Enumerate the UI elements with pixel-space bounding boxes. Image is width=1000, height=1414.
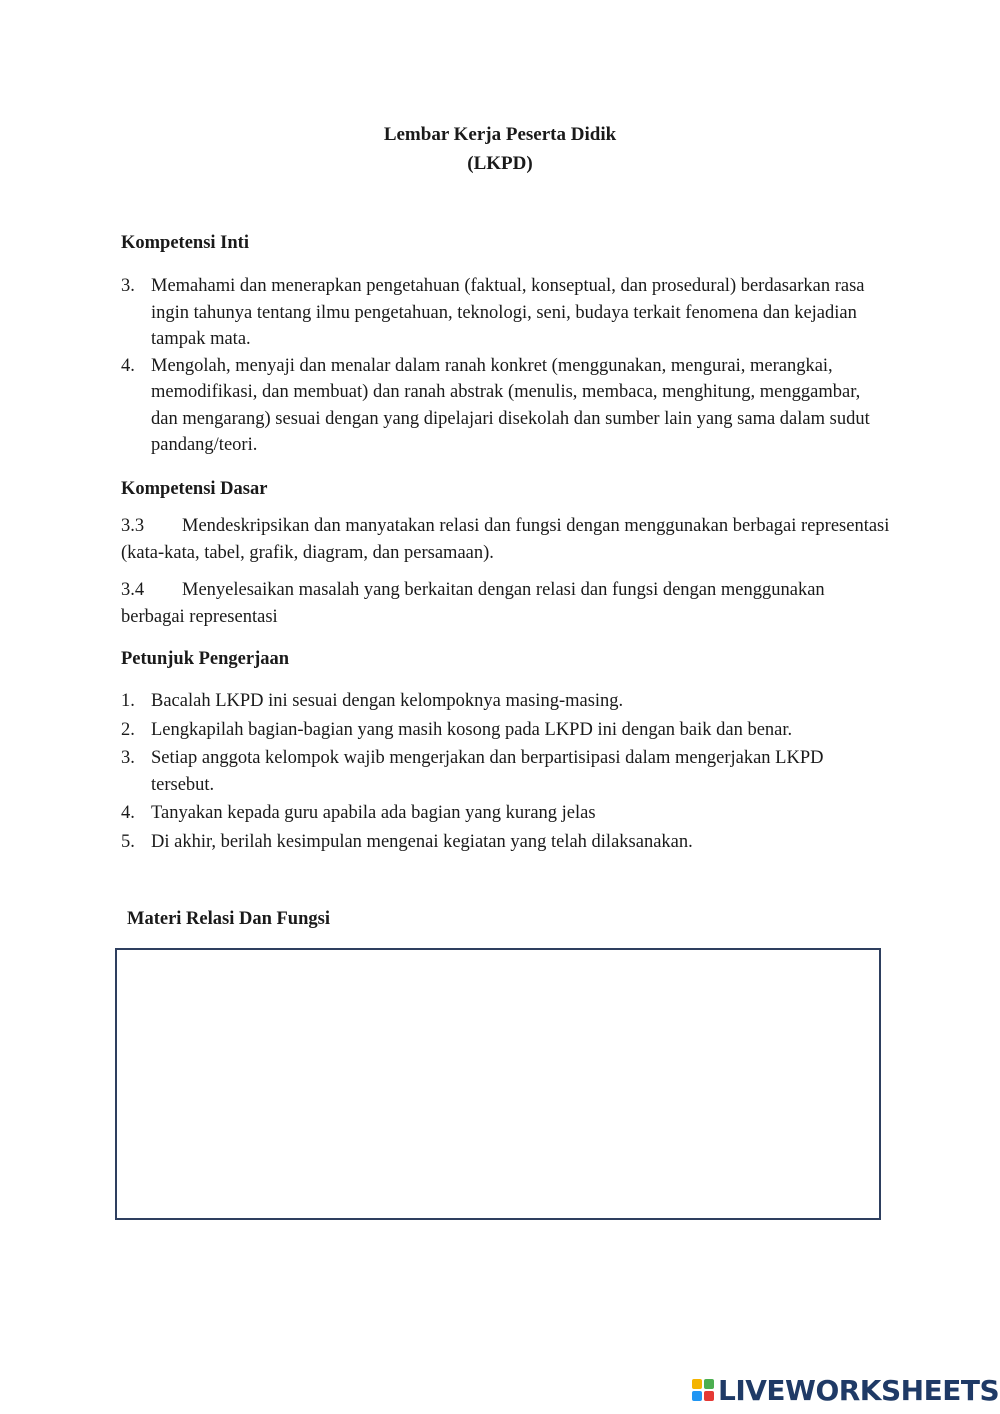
- list-item: [121, 829, 891, 856]
- list-item: [121, 353, 891, 459]
- list-item-number: 3.: [121, 276, 135, 296]
- liveworksheets-logo: [692, 1373, 999, 1407]
- kompetensi-inti-heading: Kompetensi Inti: [121, 233, 249, 253]
- list-item-number: 1.: [121, 691, 135, 711]
- kd-text: Menyelesaikan masalah yang berkaitan dengan relasi dan fungsi dengan menggunakan berbagai representasi: [121, 580, 825, 627]
- list-item-number: 4.: [121, 355, 135, 376]
- materi-answer-box[interactable]: [115, 948, 881, 1220]
- list-item-number: 3.: [121, 748, 135, 768]
- list-item-number: 2.: [121, 719, 135, 740]
- list-item-text: Tanyakan kepada guru apabila ada bagian yang kurang jelas: [151, 803, 596, 823]
- document-title: Lembar Kerja Peserta Didik: [383, 124, 617, 145]
- logo-tile: [692, 1391, 702, 1401]
- logo-tile: [704, 1391, 714, 1401]
- list-item-text: Setiap anggota kelompok wajib mengerjakan dan berpartisipasi dalam mengerjakan LKPD tersebut.: [151, 748, 824, 795]
- document-subtitle: (LKPD): [467, 153, 533, 174]
- liveworksheets-logo-icon: [692, 1379, 714, 1401]
- petunjuk-heading: Petunjuk Pengerjaan: [121, 649, 290, 669]
- list-item: [121, 745, 891, 798]
- logo-text: LIVEWORKSHEETS: [718, 1373, 1000, 1407]
- logo-tile: [704, 1379, 714, 1389]
- kompetensi-dasar-heading: Kompetensi Dasar: [121, 479, 268, 499]
- list-item: [121, 717, 891, 744]
- kd-number: 3.3: [121, 516, 145, 536]
- logo-tile: [692, 1379, 702, 1389]
- list-item-text: Di akhir, berilah kesimpulan mengenai kegiatan yang telah dilaksanakan.: [151, 831, 693, 852]
- list-item: [121, 273, 891, 353]
- materi-heading: Materi Relasi Dan Fungsi: [127, 909, 330, 929]
- kompetensi-dasar-item: [121, 513, 891, 566]
- petunjuk-list: [121, 688, 891, 855]
- list-item-text: Lengkapilah bagian-bagian yang masih kosong pada LKPD ini dengan baik dan benar.: [151, 719, 793, 740]
- kompetensi-inti-list: [121, 273, 891, 459]
- kompetensi-dasar-item: [121, 577, 891, 630]
- list-item-number: 4.: [121, 803, 135, 823]
- kd-number: 3.4: [121, 580, 145, 600]
- list-item-text: Bacalah LKPD ini sesuai dengan kelompoknya masing-masing.: [151, 691, 624, 711]
- list-item-text: Memahami dan menerapkan pengetahuan (faktual, konseptual, dan prosedural) berdasarkan rasa ingin tahunya tentang ilmu pengetahuan, teknologi, seni, budaya terkait fenomena dan kejadian tampak mata.: [151, 276, 865, 349]
- list-item: [121, 800, 891, 827]
- list-item-text: Mengolah, menyaji dan menalar dalam ranah konkret (menggunakan, mengurai, merangkai, memodifikasi, dan membuat) dan ranah abstrak (menulis, membaca, menghitung, menggambar, dan mengarang) sesuai dengan yang dipelajari disekolah dan sumber lain yang sama dalam sudut pandang/teori.: [151, 355, 870, 455]
- list-item: [121, 688, 891, 715]
- list-item-number: 5.: [121, 831, 135, 852]
- kd-text: Mendeskripsikan dan manyatakan relasi dan fungsi dengan menggunakan berbagai representasi (kata-kata, tabel, grafik, diagram, dan persamaan).: [121, 516, 890, 563]
